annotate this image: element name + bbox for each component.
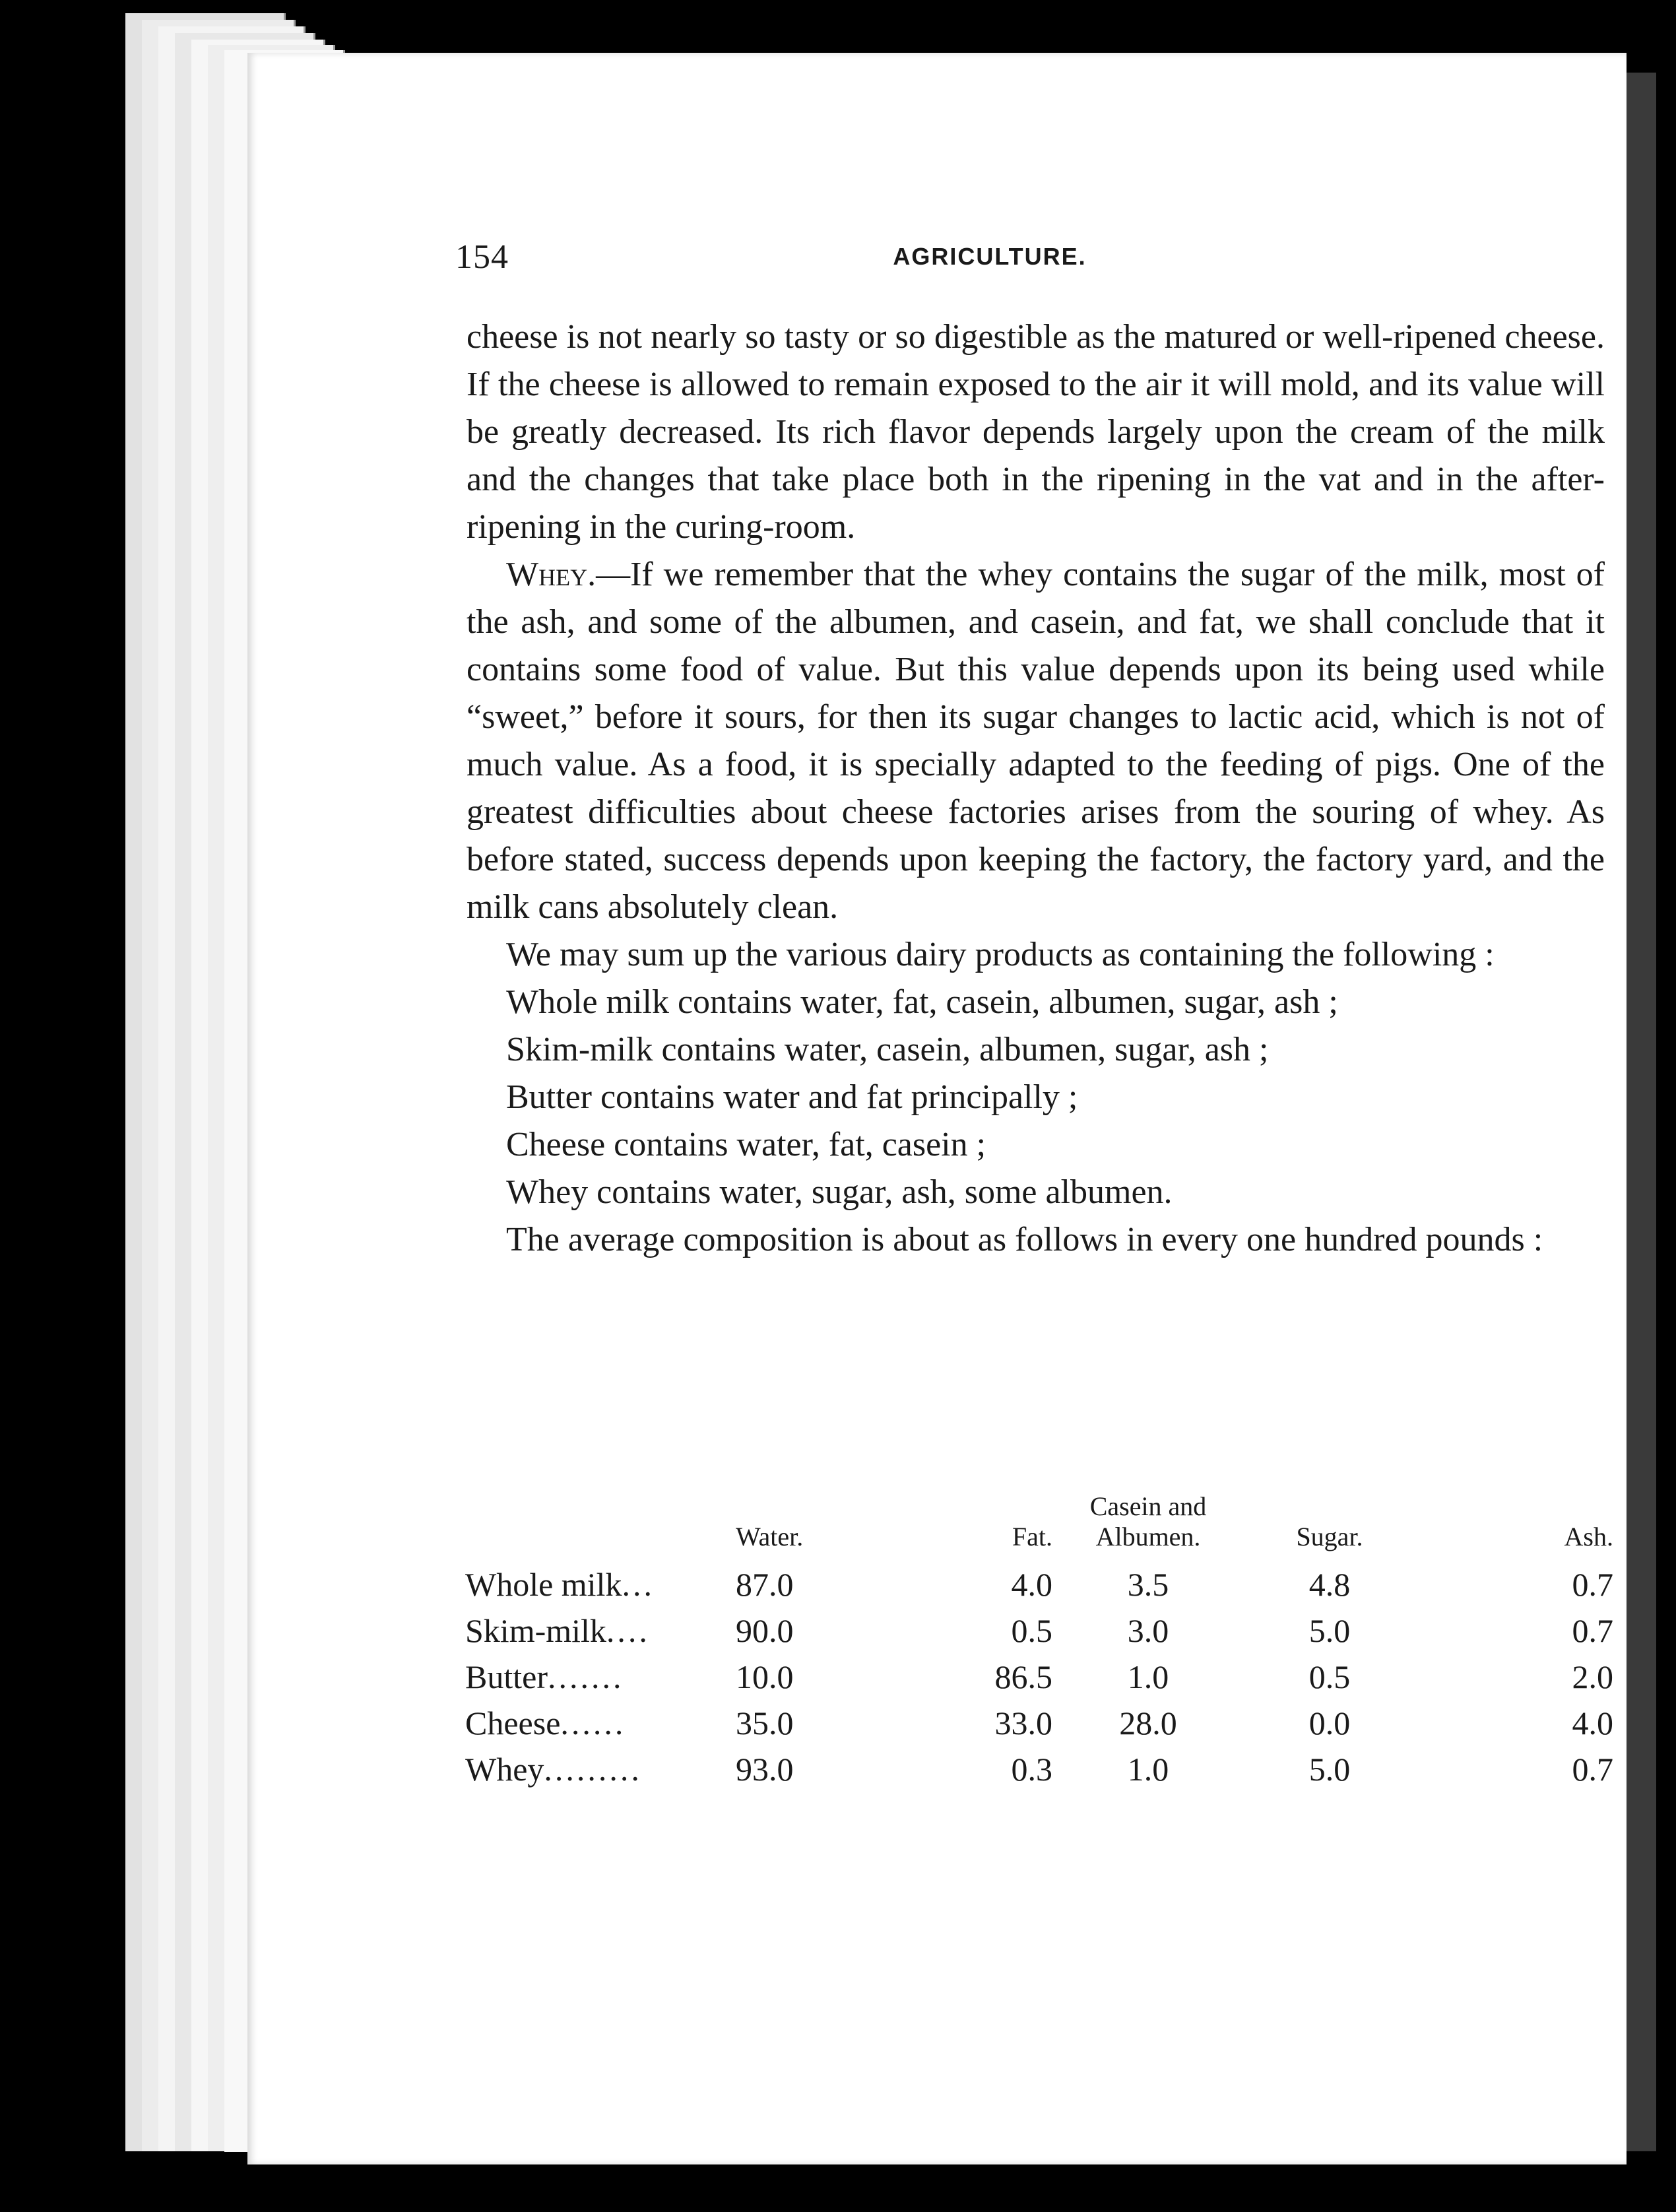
cell-sugar: 4.8 — [1308, 1566, 1351, 1603]
table-header-row — [465, 1491, 1613, 1561]
dot-leader: ......... — [544, 1751, 642, 1788]
paragraph-cheese: cheese is not nearly so tasty or so digestible as the matured or well-ripened cheese. If the cheese is allowed to remain exposed to the air it will mold, and its value will be greatly decreased. Its rich flavor depends largely upon the cream of the milk and the changes that take place both in the ripening in the vat and in the after-ripening in the curing-room. — [467, 318, 1605, 546]
cell-ash: 0.7 — [1572, 1612, 1613, 1649]
list-item: Skim-milk contains water, casein, albumen, sugar, ash ; — [506, 1031, 1269, 1068]
cell-water: 10.0 — [736, 1658, 794, 1695]
list-item: Whey contains water, sugar, ash, some albumen. — [506, 1173, 1173, 1211]
row-name: Whole milk — [465, 1566, 622, 1603]
cell-ash: 4.0 — [1572, 1705, 1613, 1741]
cell-sugar: 5.0 — [1308, 1612, 1351, 1649]
header-fat: Fat. — [1012, 1522, 1052, 1551]
whey-heading: Whey. — [506, 556, 596, 593]
cell-fat: 4.0 — [1011, 1566, 1052, 1603]
paragraph-summary: We may sum up the various dairy products as containing the following : — [506, 936, 1495, 973]
cell-fat: 33.0 — [994, 1705, 1052, 1741]
cell-casein: 28.0 — [1119, 1705, 1177, 1741]
cell-casein: 1.0 — [1127, 1751, 1169, 1788]
table-row — [465, 1700, 1613, 1746]
dot-leader: ....... — [547, 1658, 624, 1695]
dot-leader: ... — [622, 1566, 655, 1603]
header-blank — [465, 1491, 729, 1561]
cell-sugar: 0.5 — [1308, 1658, 1351, 1695]
page-gutter-edge — [1627, 73, 1656, 2151]
paragraph-average: The average composition is about as follows in every one hundred pounds : — [506, 1221, 1543, 1258]
row-label — [465, 1700, 729, 1746]
row-name: Cheese — [465, 1705, 561, 1741]
row-name: Whey — [465, 1751, 544, 1788]
list-item: Cheese contains water, fat, casein ; — [506, 1126, 986, 1163]
header-ash: Ash. — [1564, 1522, 1613, 1551]
cell-water: 87.0 — [736, 1566, 794, 1603]
header-water: Water. — [736, 1522, 804, 1551]
paragraph-whey — [467, 551, 1605, 931]
page-number: 154 — [455, 238, 509, 276]
row-label — [465, 1608, 729, 1654]
body-text — [467, 313, 1605, 1264]
cell-ash: 0.7 — [1572, 1566, 1613, 1603]
list-item: Butter contains water and fat principally ; — [506, 1078, 1078, 1116]
cell-sugar: 5.0 — [1308, 1751, 1351, 1788]
book-page — [247, 53, 1627, 2164]
table-row — [465, 1608, 1613, 1654]
dot-leader: .... — [606, 1612, 650, 1649]
row-name: Skim-milk — [465, 1612, 606, 1649]
cell-casein: 3.5 — [1127, 1566, 1169, 1603]
table-row — [465, 1561, 1613, 1608]
table-row — [465, 1746, 1613, 1792]
cell-casein: 1.0 — [1127, 1658, 1169, 1695]
cell-water: 93.0 — [736, 1751, 794, 1788]
cell-water: 90.0 — [736, 1612, 794, 1649]
dot-leader: ...... — [560, 1705, 626, 1741]
row-label — [465, 1654, 729, 1700]
list-item: Whole milk contains water, fat, casein, albumen, sugar, ash ; — [506, 983, 1338, 1021]
cell-ash: 2.0 — [1572, 1658, 1613, 1695]
row-label — [465, 1561, 729, 1608]
cell-water: 35.0 — [736, 1705, 794, 1741]
header-sugar: Sugar. — [1296, 1522, 1363, 1551]
cell-sugar: 0.0 — [1308, 1705, 1351, 1741]
cell-ash: 0.7 — [1572, 1751, 1613, 1788]
cell-fat: 86.5 — [994, 1658, 1052, 1695]
row-name: Butter — [465, 1658, 548, 1695]
cell-fat: 0.3 — [1011, 1751, 1052, 1788]
header-casein-albumen: Casein and Albumen. — [1089, 1491, 1207, 1551]
table-row — [465, 1654, 1613, 1700]
running-title: AGRICULTURE. — [893, 243, 1087, 270]
row-label — [465, 1746, 729, 1792]
cell-fat: 0.5 — [1011, 1612, 1052, 1649]
cell-casein: 3.0 — [1127, 1612, 1169, 1649]
whey-text: —If we remember that the whey contains the sugar of the milk, most of the ash, and some of the albumen, and casein, and fat, we shall conclude that it contains some food of value. But this value depends upon its being used while “sweet,” before it sours, for then its sugar changes to lactic acid, which is not of much value. As a food, it is specially adapted to the feeding of pigs. One of the greatest difficulties about cheese factories arises from the souring of whey. As before stated, success depends upon keeping the factory, the factory yard, and the milk cans absolutely clean. — [467, 556, 1605, 926]
composition-table — [465, 1491, 1613, 1792]
running-head — [247, 238, 1627, 290]
